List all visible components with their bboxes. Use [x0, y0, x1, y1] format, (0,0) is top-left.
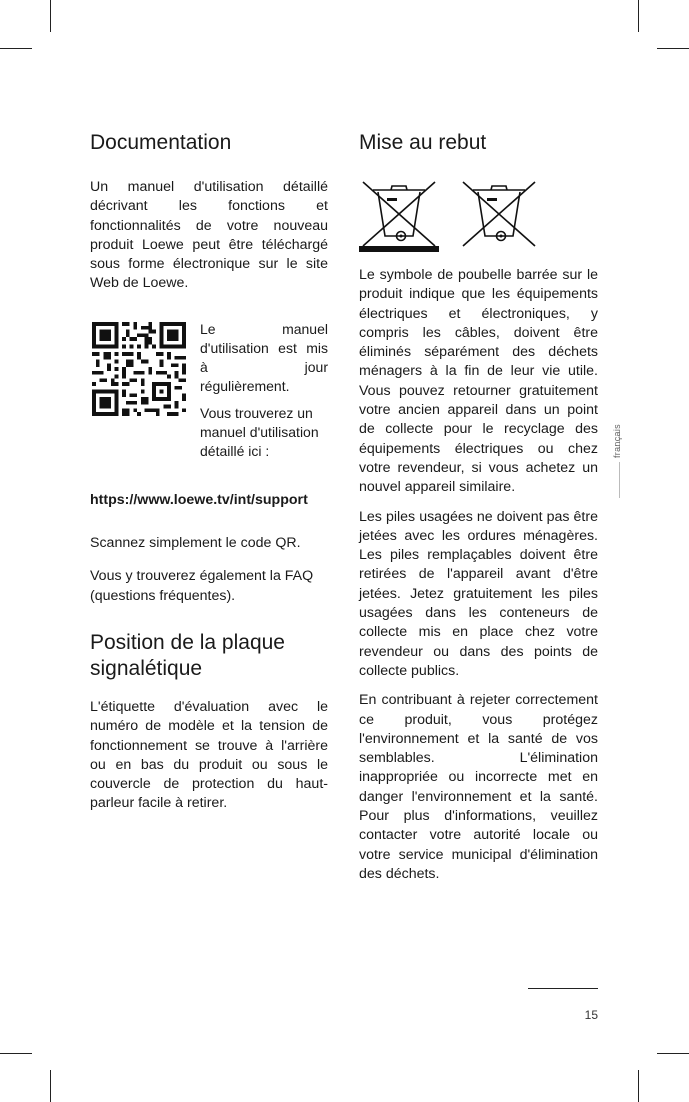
qr-description [200, 320, 328, 469]
disposal-text-2: Les piles usagées ne doivent pas être jetées avec les ordures ménagères. Les piles remplaçables doivent être retirées de l'appareil avant d'être jetées. Jetez gratuitement les piles usagées dans les conteneurs de collecte mis en place chez votre revendeur ou dans des points de collecte publics. [359, 508, 598, 679]
weee-symbols [359, 178, 598, 252]
page-number: 15 [584, 1008, 598, 1022]
page-number-rule [528, 988, 598, 989]
crop-mark [0, 48, 32, 49]
crop-mark [638, 0, 639, 32]
documentation-text: Un manuel d'utilisation détaillé décrivant les fonctions et fonctionnalités de votre nouveau produit Loewe peut être téléchargé sous forme électronique sur le site Web de Loewe. [90, 179, 328, 292]
language-side-label: français [612, 424, 622, 458]
side-rule-bottom [619, 462, 620, 498]
documentation-heading: Documentation [90, 131, 232, 154]
right-column [359, 130, 598, 894]
disposal-text-3: En contribuant à rejeter correctement ce produit, vous protégez l'environnement et la santé de vos semblables. L'élimination inappropriée ou incorrecte met en danger l'environnement et la santé. Pour plus d'informations, veuillez contacter votre autorité locale ou votre service municipal d'élimination des déchets. [359, 692, 598, 882]
crop-mark [50, 1070, 51, 1102]
support-url-link[interactable]: https://www.loewe.tv/int/support [90, 491, 308, 508]
qr-code-icon[interactable] [92, 322, 186, 416]
bin-underline-bar [359, 246, 439, 252]
position-text: L'étiquette d'évaluation avec le numéro de modèle et la tension de fonctionnement se trouve à l'arrière ou en bas du produit ou sous le couvercle de protection du haut-parleur facile à retirer. [90, 698, 328, 812]
disposal-text-1: Le symbole de poubelle barrée sur le produit indique que les équipements électriques et électroniques, y compris les câbles, doivent être éliminés séparément des déchets ménagers à la fin de leur vie utile. Vous pouvez retourner gratuitement votre ancien appareil dans un point de collecte pour le recyclage des équipements électriques ou chez votre revendeur, si vous achetez un nouvel appareil similaire. [359, 267, 598, 496]
disposal-heading: Mise au rebut [359, 131, 487, 154]
crop-mark [638, 1070, 639, 1102]
qr-block [90, 320, 328, 469]
left-column [90, 130, 328, 824]
qr-text-1: Le manuel d'utilisation est mis à jour régulièrement. [200, 320, 328, 394]
faq-text: Vous y trouverez également la FAQ (questions fréquentes). [90, 568, 314, 604]
qr-text-2: Vous trouverez un manuel d'utilisation détaillé ici : [200, 404, 319, 459]
crop-mark [657, 1053, 689, 1054]
crossed-bin-with-bar-icon [359, 178, 439, 248]
scan-text: Scannez simplement le code QR. [90, 535, 301, 552]
position-heading: Position de la plaque signalétique [90, 630, 285, 680]
crop-mark [50, 0, 51, 32]
crop-mark [0, 1053, 32, 1054]
crop-mark [657, 48, 689, 49]
crossed-bin-icon [459, 178, 539, 248]
